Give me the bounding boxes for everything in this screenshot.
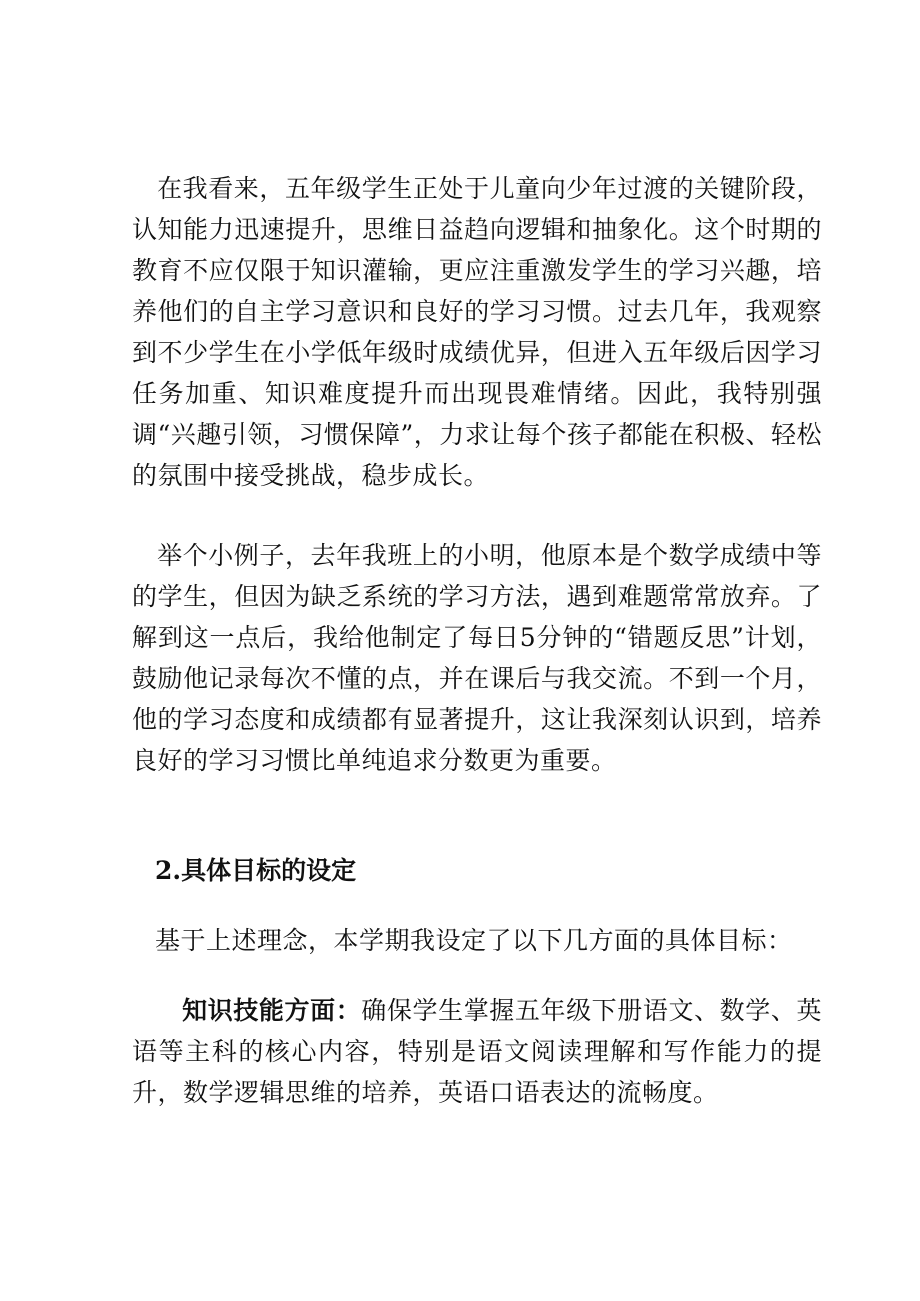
paragraph-example: [132, 535, 822, 781]
section-intro: 基于上述理念，本学期我设定了以下几方面的具体目标：: [155, 926, 793, 955]
goal-knowledge-skills: [132, 990, 822, 1113]
section-heading: 2.具体目标的设定: [155, 856, 357, 885]
paragraph-philosophy: [132, 168, 822, 496]
paragraph-philosophy-text: 在我看来，五年级学生正处于儿童向少年过渡的关键阶段，认知能力迅速提升，思维日益趋向逻辑和抽象化。这个时期的教育不应仅限于知识灌输，更应注重激发学生的学习兴趣，培养他们的自主学习意识和良好的学习习惯。过去几年，我观察到不少学生在小学低年级时成绩优异，但进入五年级后因学习任务加重、知识难度提升而出现畏难情绪。因此，我特别强调“兴趣引领，习惯保障”，力求让每个孩子都能在积极、轻松的氛围中接受挑战，稳步成长。: [132, 174, 822, 490]
paragraph-example-text: 举个小例子，去年我班上的小明，他原本是个数学成绩中等的学生，但因为缺乏系统的学习方法，遇到难题常常放弃。了解到这一点后，我给他制定了每日5分钟的“错题反思”计划，鼓励他记录每次不懂的点，并在课后与我交流。不到一个月，他的学习态度和成绩都有显著提升，这让我深刻认识到，培养良好的学习习惯比单纯追求分数更为重要。: [132, 541, 822, 775]
goal-knowledge-label: 知识技能方面：: [182, 996, 362, 1025]
goal-knowledge-text: 确保学生掌握五年级下册语文、数学、英语等主科的核心内容，特别是语文阅读理解和写作能力的提升，数学逻辑思维的培养，英语口语表达的流畅度。: [132, 996, 822, 1107]
